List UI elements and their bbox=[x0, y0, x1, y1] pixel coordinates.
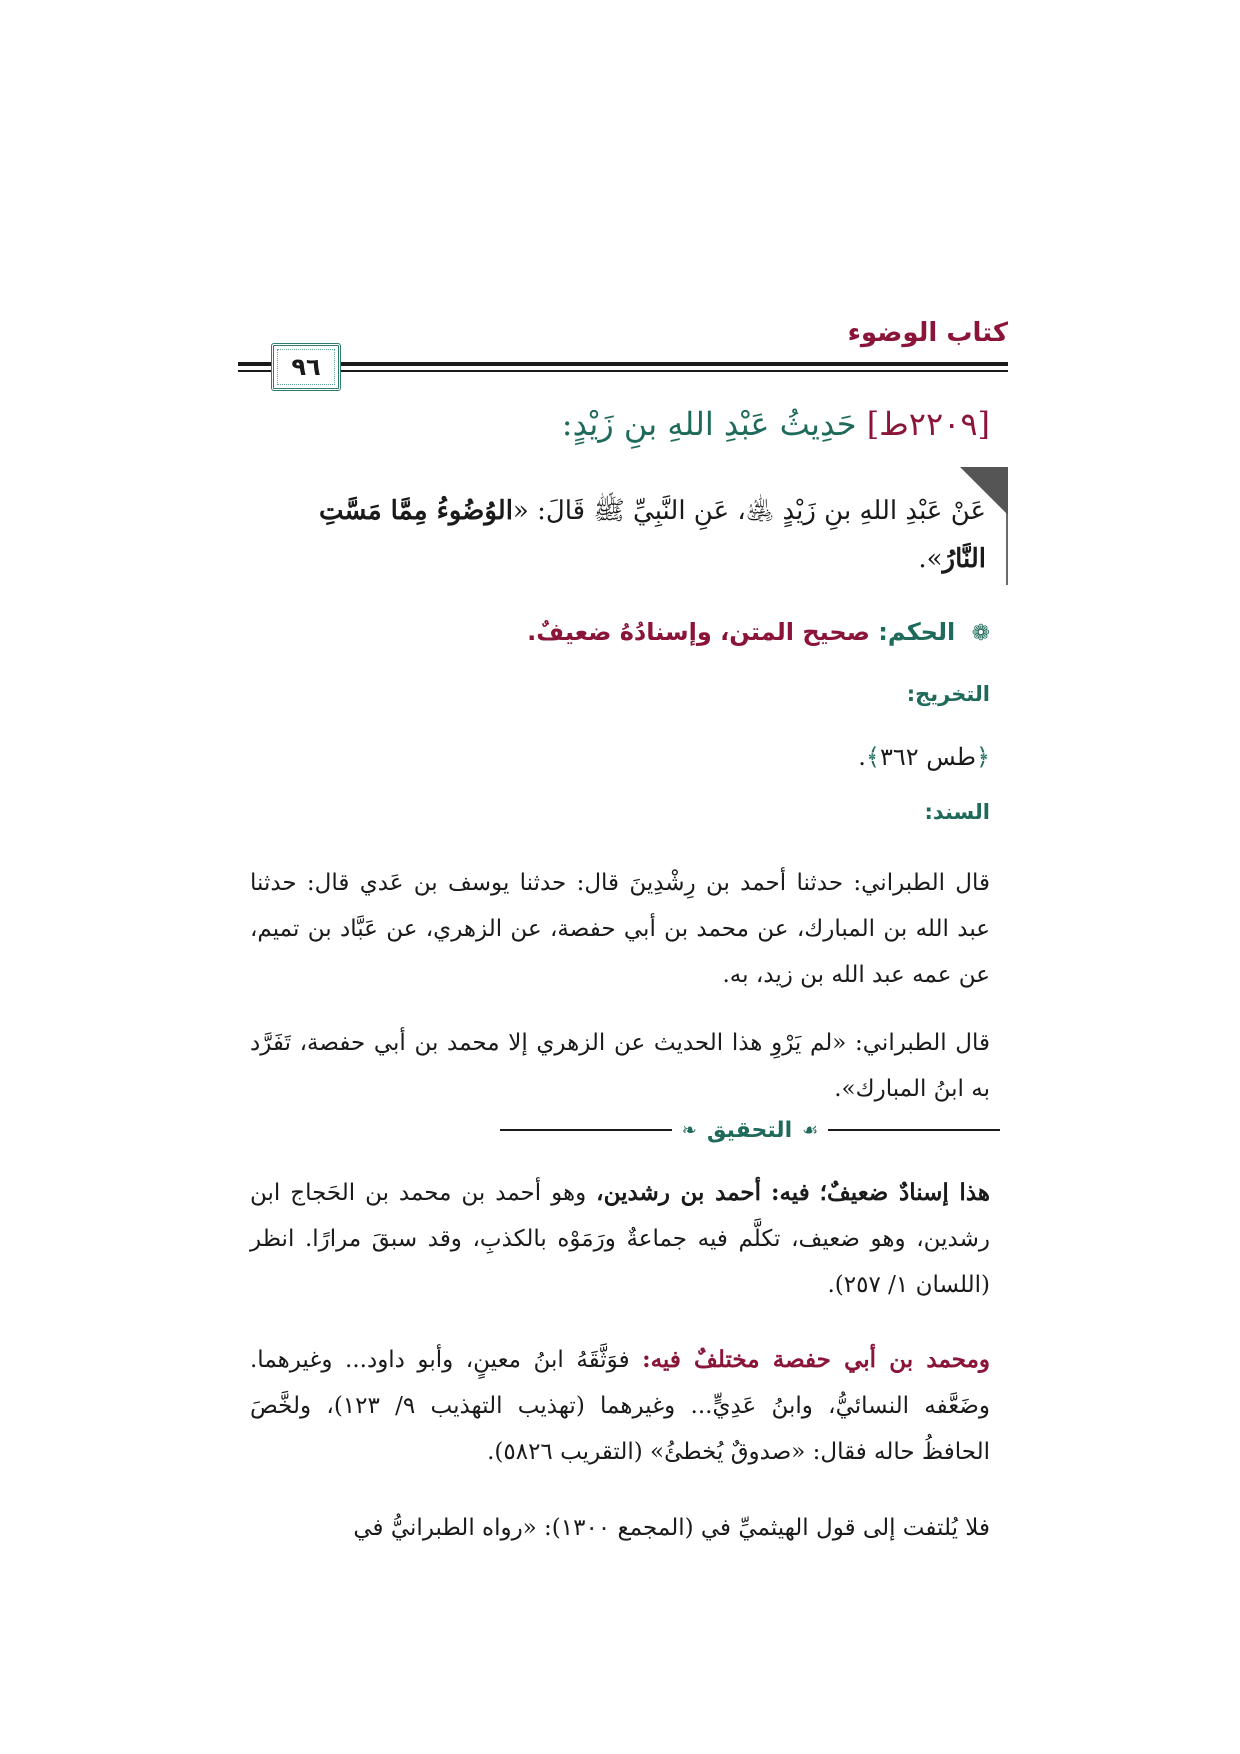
divider-line bbox=[828, 1129, 1000, 1131]
takhrij-heading: التخريج: bbox=[906, 682, 990, 706]
tahqiq-heading: التحقيق bbox=[706, 1117, 793, 1143]
tahqiq-paragraph-1-text: وهو أحمد بن محمد بن الحَجاج ابن رشدين، وهو ضعيف، تكلَّم فيه جماعةٌ ورَمَوْه بالكذبِ، وقد سبقَ مرارًا. انظر (اللسان ١/ ٢٥٧). bbox=[250, 1180, 990, 1298]
sanad-heading: السند: bbox=[924, 800, 990, 824]
reference-end: . bbox=[858, 743, 866, 771]
tahqiq-paragraph-1 bbox=[250, 1170, 990, 1308]
divider-line bbox=[500, 1129, 672, 1131]
page-number: ٩٦ bbox=[291, 353, 321, 381]
hadith-text-end: ». bbox=[918, 544, 943, 574]
tahqiq-paragraph-3: فلا يُلتفت إلى قول الهيثميِّ في (المجمع ١٣٠٠): «رواه الطبرانيُّ في bbox=[353, 1515, 990, 1541]
takhrij-reference bbox=[250, 743, 990, 771]
narrator-disputed: ومحمد بن أبي حفصة مختلفٌ فيه: bbox=[642, 1346, 991, 1373]
hadith-title-text: حَدِيثُ عَبْدِ اللهِ بنِ زَيْدٍ: bbox=[561, 405, 857, 443]
tahqiq-paragraph-2-text: فوَثَّقَهُ ابنُ معينٍ، وأبو داود... وغيرهما. وضَعَّفه النسائيُّ، وابنُ عَدِيٍّ... وغيرهما (تهذيب التهذيب ٩/ ١٢٣)، ولخَّصَ الحافظُ حاله فقال: «صدوقٌ يُخطئُ» (التقريب ٥٨٢٦). bbox=[250, 1347, 990, 1465]
bracket-close: ﴾ bbox=[865, 743, 880, 771]
narrator-name: أحمد بن رشدين، bbox=[596, 1179, 762, 1206]
hadith-number: [٢٢٠٩ط] bbox=[866, 405, 990, 443]
header-rule-thin bbox=[238, 370, 1008, 372]
flower-icon: ❁ bbox=[971, 621, 990, 646]
reference-code: طس ٣٦٢ bbox=[879, 743, 976, 771]
tahqiq-divider bbox=[500, 1115, 1000, 1145]
header-rule bbox=[238, 362, 1008, 366]
ruling-label: الحكم: bbox=[878, 618, 956, 646]
page-header bbox=[238, 318, 1008, 382]
ruling-line bbox=[250, 618, 990, 646]
isnad-weak-label: هذا إسنادٌ ضعيفٌ؛ bbox=[819, 1179, 991, 1206]
book-title: كتاب الوضوء bbox=[847, 318, 1008, 348]
ruling-value: صحيح المتن، وإسنادُهُ ضعيفٌ. bbox=[527, 618, 870, 646]
ornament-icon: ☙ bbox=[802, 1119, 819, 1141]
hadith-text bbox=[256, 487, 986, 583]
fihi-label: فيه: bbox=[770, 1179, 810, 1206]
sanad-paragraph-2: قال الطبراني: «لم يَرْوِ هذا الحديث عن الزهري إلا محمد بن أبي حفصة، تَفَرَّد به ابنُ المبارك». bbox=[250, 1030, 990, 1102]
tahqiq-paragraph-2 bbox=[250, 1337, 990, 1475]
hadith-text-box bbox=[246, 467, 1008, 585]
ornament-icon: ❧ bbox=[681, 1119, 697, 1141]
page-number-frame bbox=[271, 343, 341, 391]
bracket-open: ﴿ bbox=[975, 743, 990, 771]
hadith-text-intro: عَنْ عَبْدِ اللهِ بنِ زَيْدٍ ﵁، عَنِ النَّبِيِّ ﷺ قَالَ: « bbox=[512, 496, 986, 526]
hadith-title bbox=[250, 405, 990, 443]
hadith-text-matn: الوُضُوءُ مِمَّا مَسَّتِ النَّارُ bbox=[318, 496, 986, 574]
sanad-paragraph-1: قال الطبراني: حدثنا أحمد بن رِشْدِينَ قال: حدثنا يوسف بن عَدي قال: حدثنا عبد الله بن المبارك، عن محمد بن أبي حفصة، عن الزهري، عن عَبَّاد بن تميم، عن عمه عبد الله بن زيد، به. bbox=[250, 870, 990, 988]
